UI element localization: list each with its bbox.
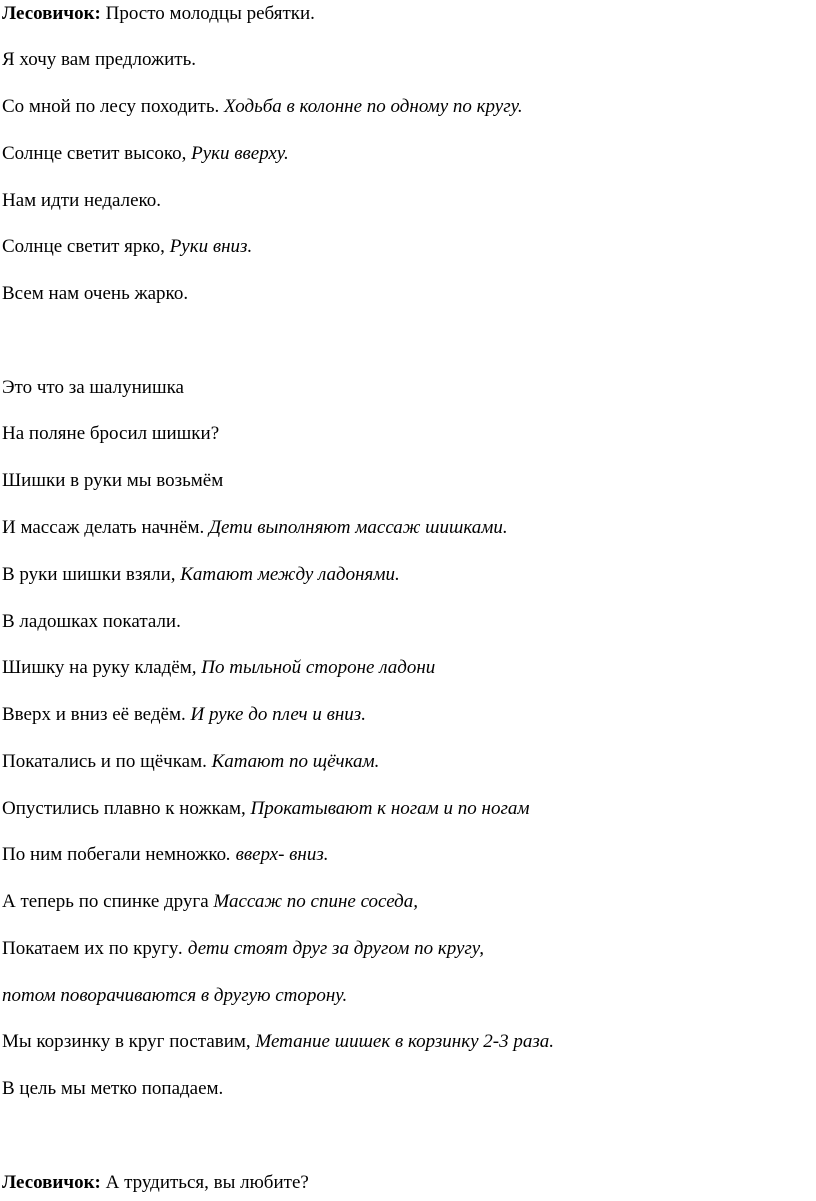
text-line [2,563,400,587]
line-text: В руки шишки взяли, [2,564,181,585]
text-line [2,1077,223,1101]
line-text: В ладошках покатали. [2,611,181,632]
text-line [2,516,508,540]
line-text: Солнце светит высоко, [2,143,192,164]
speaker-label: Лесовичок: [2,3,101,24]
line-text: В цель мы метко попадаем. [2,1078,224,1099]
line-text: Всем нам очень жарко. [2,283,189,304]
text-line [2,1171,309,1195]
text-line [2,656,435,680]
stage-direction: И руке до плеч и вниз. [190,704,366,725]
line-text: Я хочу вам предложить. [2,49,196,70]
line-text: На поляне бросил шишки? [2,423,220,444]
line-text: Мы корзинку в круг поставим, [2,1031,256,1052]
text-line [2,142,289,166]
line-text: Шишки в руки мы возьмём [2,470,224,491]
stage-direction: Катают по щёчкам. [211,751,380,772]
text-line [2,282,188,306]
text-line [2,2,315,26]
line-text: По ним побегали немножко [2,844,227,865]
text-line [2,48,196,72]
line-text: И массаж делать начнём. [2,517,209,538]
line-text: Со мной по лесу походить. [2,96,224,117]
line-text: А теперь по спинке друга [2,891,214,912]
text-line [2,610,181,634]
stage-direction: Дети выполняют массаж шишками. [208,517,508,538]
stage-direction: . вверх- вниз. [226,844,329,865]
line-text: Нам идти недалеко. [2,190,162,211]
stage-direction: Катают между ладонями. [180,564,400,585]
text-line [2,235,252,259]
text-line [2,376,184,400]
line-text: Покатаем их по кругу [2,938,179,959]
stage-direction: . дети стоят друг за другом по кругу, [178,938,485,959]
line-text: Солнце светит ярко, [2,236,170,257]
stage-direction: Массаж по спине соседа, [213,891,419,912]
stage-direction: Метание шишек в корзинку 2-3 раза. [255,1031,555,1052]
stage-direction: Прокатывают к ногам и по ногам [250,798,530,819]
text-line [2,843,329,867]
stage-direction: Руки вверху. [191,143,289,164]
text-line [2,750,379,774]
text-line [2,189,161,213]
text-line [2,703,366,727]
speaker-label: Лесовичок: [2,1172,101,1193]
text-line [2,1030,554,1054]
text-line [2,469,223,493]
stage-direction: Ходьба в колонне по одному по кругу. [224,96,523,117]
line-text: Опустились плавно к ножкам, [2,798,251,819]
text-line [2,890,418,914]
line-text: Это что за шалунишка [2,377,184,398]
stage-direction: , По тыльной стороне ладони [191,657,436,678]
stage-direction: Руки вниз. [169,236,253,257]
text-line [2,95,523,119]
line-text: Вверх и вниз её ведём. [2,704,191,725]
line-text: Просто молодцы ребятки. [100,3,315,24]
text-line [2,984,347,1008]
text-line [2,422,219,446]
stage-direction: потом поворачиваются в другую сторону. [2,985,348,1006]
line-text: Шишку на руку кладём [2,657,192,678]
line-text: А трудиться, вы любите? [100,1172,309,1193]
text-line [2,797,530,821]
line-text: Покатались и по щёчкам. [2,751,212,772]
text-line [2,937,484,961]
